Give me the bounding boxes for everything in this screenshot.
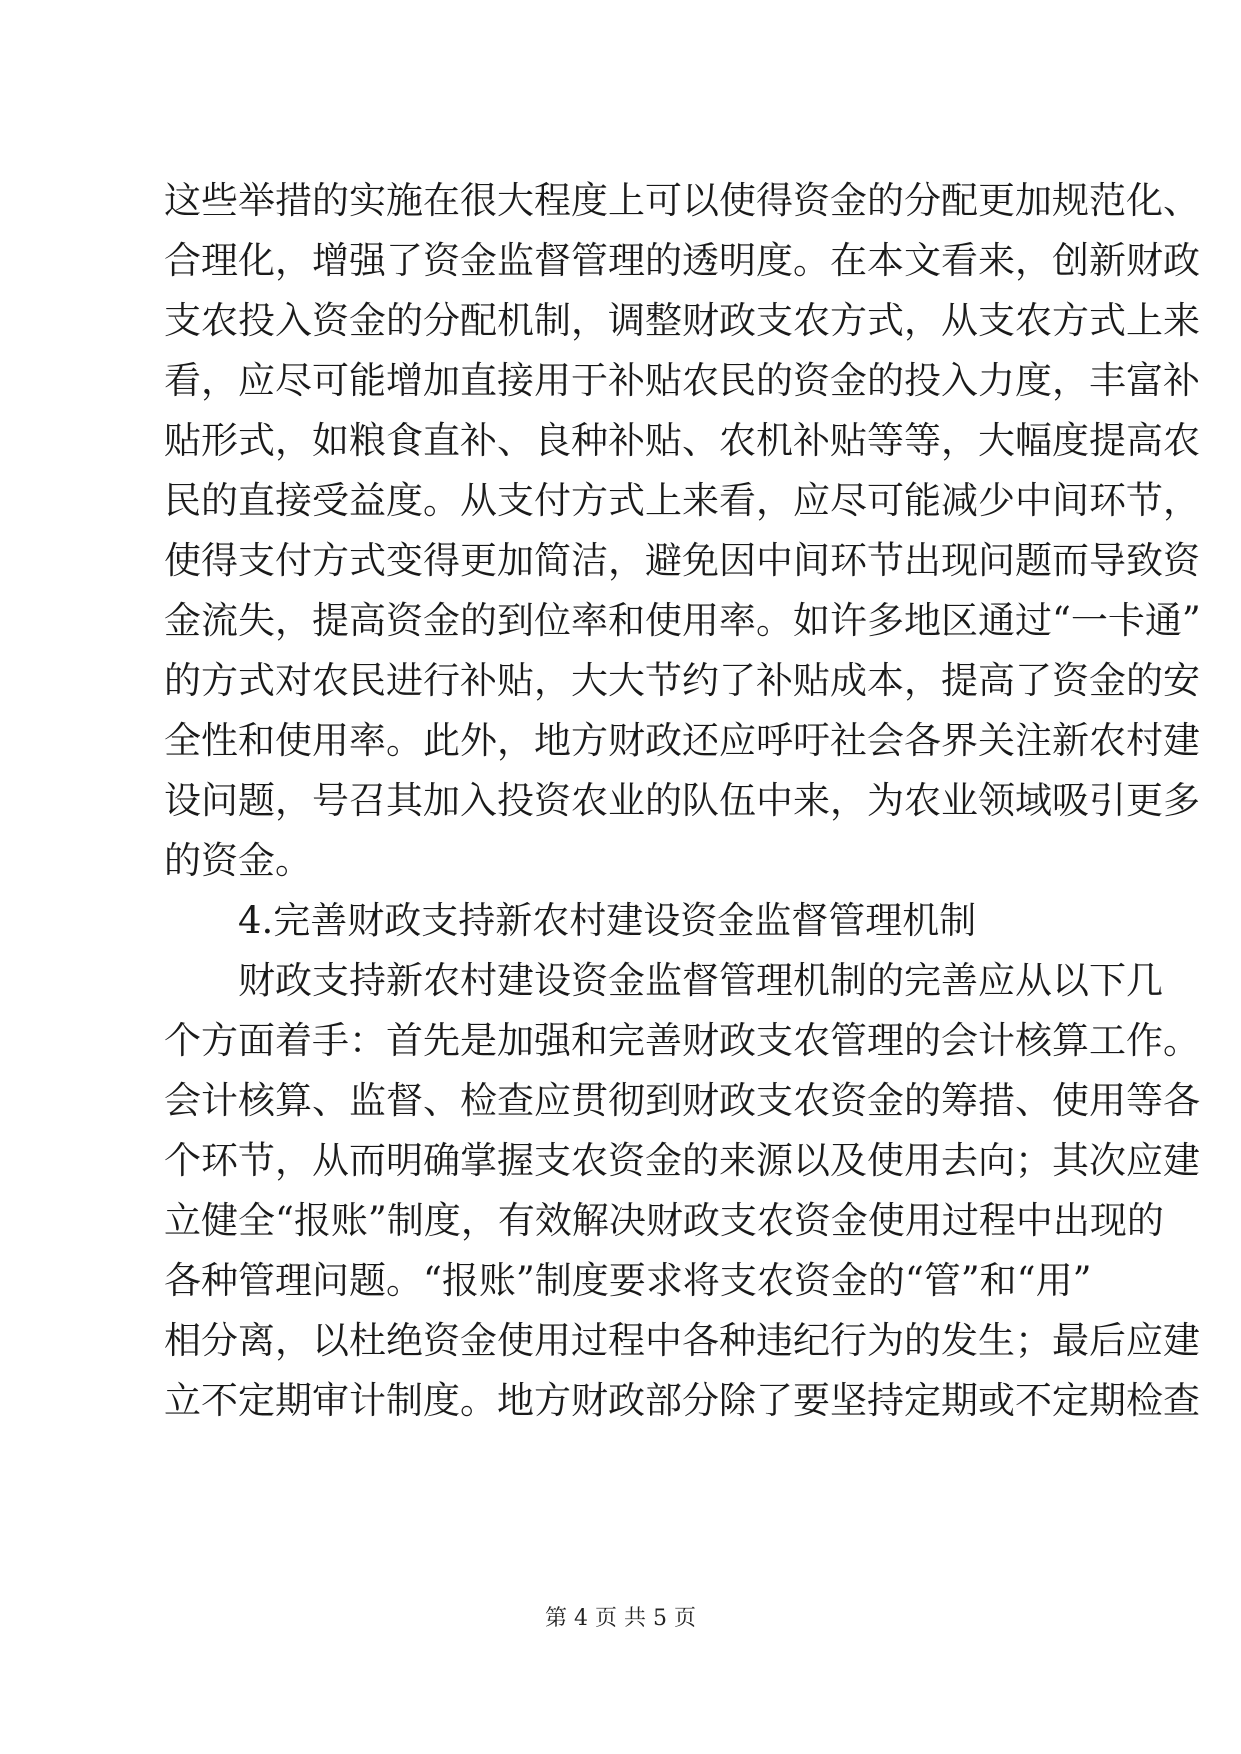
text-line: 民的直接受益度。从支付方式上来看，应尽可能减少中间环节， — [164, 479, 1200, 522]
text-line: 各种管理问题。“报账”制度要求将支农资金的“管”和“用” — [164, 1259, 1092, 1302]
section-heading: 4.完善财政支持新农村建设资金监督管理机制 — [238, 899, 977, 942]
text-line: 相分离，以杜绝资金使用过程中各种违纪行为的发生；最后应建 — [164, 1319, 1200, 1362]
text-line: 的方式对农民进行补贴，大大节约了补贴成本，提高了资金的安 — [164, 659, 1200, 702]
text-line: 设问题，号召其加入投资农业的队伍中来，为农业领域吸引更多 — [164, 779, 1200, 822]
page-footer: 第 4 页 共 5 页 — [545, 1606, 696, 1631]
text-line: 财政支持新农村建设资金监督管理机制的完善应从以下几 — [238, 959, 1163, 1002]
text-line: 这些举措的实施在很大程度上可以使得资金的分配更加规范化、 — [164, 179, 1200, 222]
text-line: 使得支付方式变得更加简洁，避免因中间环节出现问题而导致资 — [164, 539, 1200, 582]
text-line: 个方面着手：首先是加强和完善财政支农管理的会计核算工作。 — [164, 1019, 1200, 1062]
text-line: 看，应尽可能增加直接用于补贴农民的资金的投入力度，丰富补 — [164, 359, 1200, 402]
text-line: 会计核算、监督、检查应贯彻到财政支农资金的筹措、使用等各 — [164, 1079, 1200, 1122]
text-line: 合理化，增强了资金监督管理的透明度。在本文看来，创新财政 — [164, 239, 1200, 282]
text-line: 金流失，提高资金的到位率和使用率。如许多地区通过“一卡通” — [164, 599, 1201, 642]
text-line: 立不定期审计制度。地方财政部分除了要坚持定期或不定期检查 — [164, 1379, 1200, 1422]
text-line: 个环节，从而明确掌握支农资金的来源以及使用去向；其次应建 — [164, 1139, 1200, 1182]
text-line: 立健全“报账”制度，有效解决财政支农资金使用过程中出现的 — [164, 1199, 1164, 1242]
text-line: 的资金。 — [164, 839, 312, 882]
text-line: 贴形式，如粮食直补、良种补贴、农机补贴等等，大幅度提高农 — [164, 419, 1200, 462]
text-line: 全性和使用率。此外，地方财政还应呼吁社会各界关注新农村建 — [164, 719, 1200, 762]
text-line: 支农投入资金的分配机制，调整财政支农方式，从支农方式上来 — [164, 299, 1200, 342]
